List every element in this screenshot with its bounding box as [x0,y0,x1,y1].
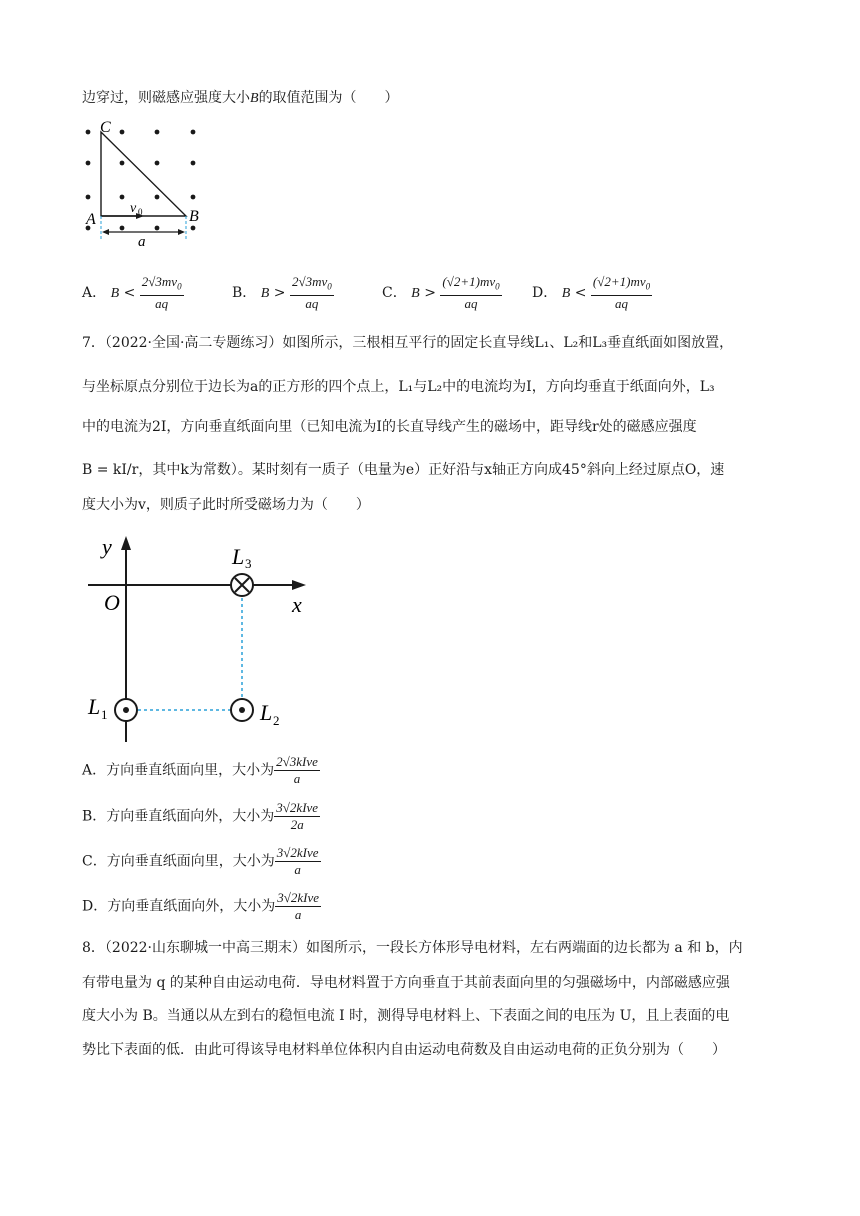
q7-option-a[interactable]: A．方向垂直纸面向里，大小为 $\frac{\text{2√3kIve}}{a}$ [82,754,318,786]
q8-stem-line-2: 有带电量为 q 的某种自由运动电荷．导电材料置于方向垂直于其前表面向里的匀强磁场中，内部磁感应强 [82,975,730,991]
q7-option-d-fraction: $\frac{\text{3√2kIve}}{a}$ [277,890,320,922]
q6-option-c-fraction: $\frac{(√2+1)mv_0}{aq}$ [442,274,500,311]
q8-stem-line-1: 8．（2022·山东聊城一中高三期末）如图所示，一段长方体形导电材料，左右两端面的边长都为 a 和 b，内 [82,940,743,956]
q6-option-b-fraction: $\frac{2√3mv_0}{aq}$ [291,274,332,311]
q7-stem-line-3: 中的电流为2I，方向垂直纸面向里（已知电流为I的长直导线产生的磁场中，距导线r处的磁感应强度 [82,419,697,435]
label-x: x [292,592,302,617]
q6-option-d-fraction: $\frac{(√2+1)mv_0}{aq}$ [592,274,651,311]
q6-option-a[interactable]: A． B < $\frac{2√3mv_0}{aq}$ [82,274,182,311]
label-b: B [189,208,199,225]
q7-figure [84,530,324,750]
q6-option-d[interactable]: D． B < $\frac{(√2+1)mv_0}{aq}$ [532,274,651,311]
q6-figure [80,116,210,246]
wire-l3-into-page-icon [231,574,253,596]
label-l1-sub: 1 [101,707,108,722]
q6-option-b[interactable]: B． B > $\frac{2√3mv_0}{aq}$ [232,274,332,311]
q7-stem-line-4: B = kI/r，其中k为常数）。某时刻有一质子（电量为e）正好沿与x轴正方向成45°斜向上经过原点O，速 [82,462,725,478]
label-l1: L [88,694,101,719]
q6-stem-end: 的取值范围为（ ） [258,90,399,106]
q7-stem-line-5: 度大小为v，则质子此时所受磁场力为（ ） [82,497,370,513]
q6-option-c[interactable]: C． B > $\frac{(√2+1)mv_0}{aq}$ [382,274,500,311]
label-l3: L [232,544,245,569]
q6-stem-var: B [250,91,259,106]
label-y: y [102,534,112,559]
label-l2: L [260,700,273,725]
q6-stem-text: 边穿过，则磁感应强度大小 [82,90,250,106]
label-l3-sub: 3 [245,556,252,571]
q6-stem-line [82,88,399,109]
q7-option-c[interactable]: C．方向垂直纸面向里，大小为 $\frac{\text{3√2kIve}}{a}$ [82,845,319,877]
q7-option-c-fraction: $\frac{\text{3√2kIve}}{a}$ [276,845,319,877]
q7-option-b[interactable]: B．方向垂直纸面向外，大小为 $\frac{\text{3√2kIve}}{2a}$ [82,800,319,832]
label-v0-sub: 0 [138,207,143,217]
q8-stem-line-3: 度大小为 B。当通以从左到右的稳恒电流 I 时，测得导电材料上、下表面之间的电压为 U，且上表面的电 [82,1008,730,1024]
wire-l1-out-of-page-icon [115,699,137,721]
label-l2-sub: 2 [273,713,280,728]
q8-stem-line-4: 势比下表面的低．由此可得该导电材料单位体积内自由运动电荷数及自由运动电荷的正负分别为（ ） [82,1042,726,1058]
label-origin: O [104,590,120,615]
q7-option-a-fraction: $\frac{\text{2√3kIve}}{a}$ [276,754,318,786]
label-length-a: a [138,234,146,246]
label-a: A [86,211,96,228]
q7-stem-line-1: 7．（2022·全国·高二专题练习）如图所示，三根相互平行的固定长直导线L₁、L₂和L₃垂直纸面如图放置， [82,335,734,351]
triangle-abc [101,132,186,216]
label-v0: v [130,201,137,216]
q7-option-d[interactable]: D．方向垂直纸面向外，大小为 $\frac{\text{3√2kIve}}{a}$ [82,890,320,922]
q7-stem-line-2: 与坐标原点分别位于边长为a的正方形的四个点上，L₁与L₂中的电流均为I，方向均垂直于纸面向外，L₃ [82,379,715,395]
wire-l2-out-of-page-icon [231,699,253,721]
label-c: C [100,119,111,136]
q6-option-a-fraction: $\frac{2√3mv_0}{aq}$ [141,274,182,311]
q7-option-b-fraction: $\frac{\text{3√2kIve}}{2a}$ [276,800,319,832]
